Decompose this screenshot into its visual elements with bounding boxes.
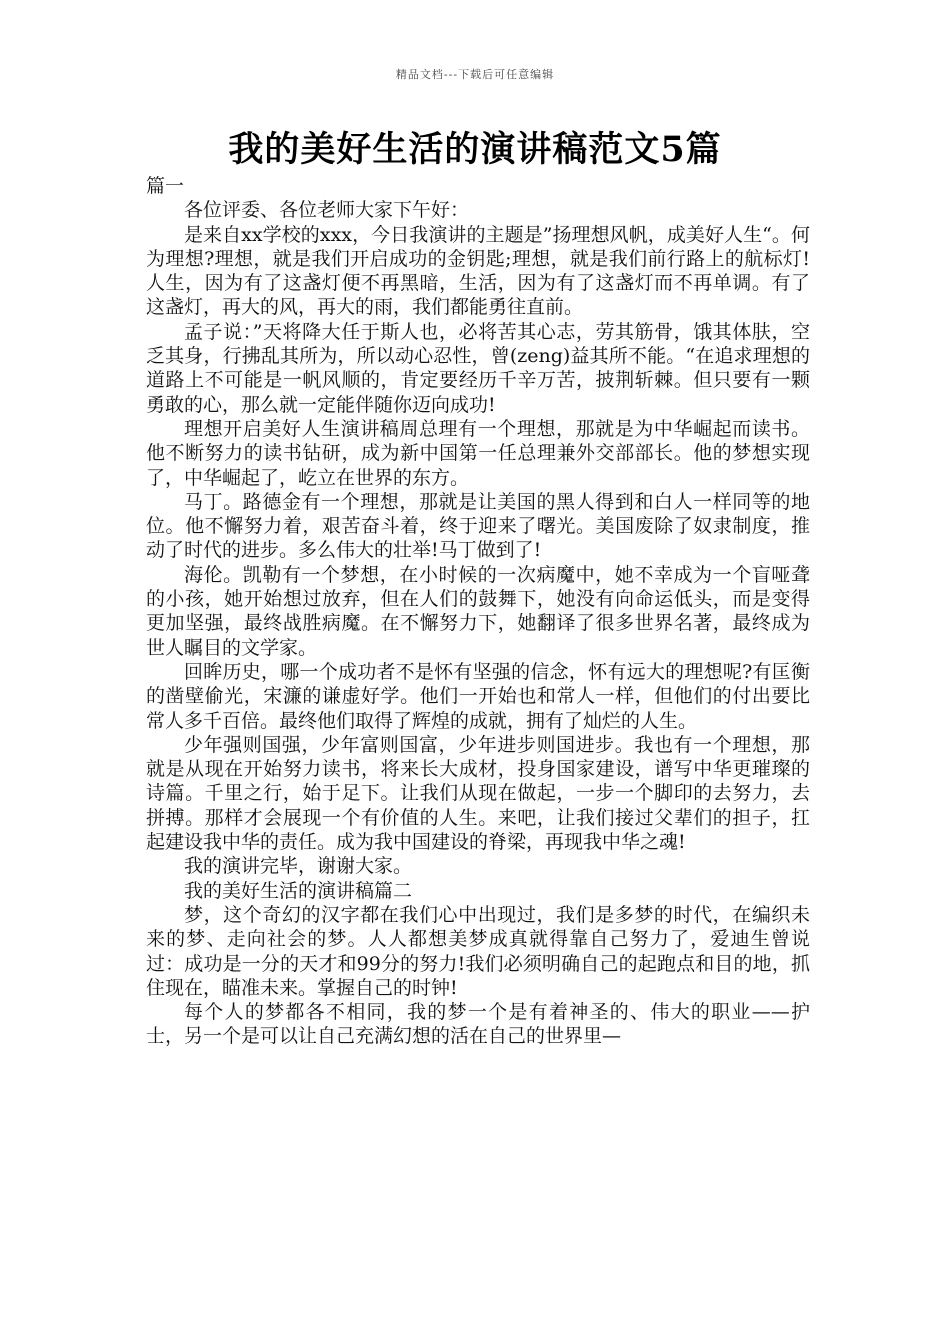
section-label: 篇一 [146,175,185,197]
paragraph-martin-luther-king: 马丁。路德金有一个理想，那就是让美国的黑人得到和白人一样同等的地位。他不懈努力着，艰苦奋斗着，终于迎来了曙光。美国废除了奴隶制度，推动了时代的进步。多么伟大的壮举!马丁做到了! [146,490,810,562]
paragraph-greeting: 各位评委、各位老师大家下午好： [184,199,470,222]
document-title: 我的美好生活的演讲稿范文5篇 [228,129,722,170]
paragraph-zhou-premier: 理想开启美好人生演讲稿周总理有一个理想，那就是为中华崛起而读书。他不断努力的读书钻研，成为新中国第一任总理兼外交部部长。他的梦想实现了，中华崛起了，屹立在世界的东方。 [146,417,810,489]
page-header: 精品文档---下载后可任意编辑 [395,68,555,81]
document-body [146,174,810,1049]
section-two-heading: 我的美好生活的演讲稿篇二 [184,879,413,902]
paragraph-youth: 少年强则国强，少年富则国富，少年进步则国进步。我也有一个理想，那就是从现在开始努力读书，将来长大成材，投身国家建设，谱写中华更璀璨的诗篇。千里之行，始于足下。让我们从现在做起，一步一个脚印的去努力，去拼搏。那样才会展现一个有价值的人生。来吧，让我们接过父辈们的担子，扛起建设我中华的责任。成为我中国建设的脊梁，再现我中华之魂! [146,733,810,854]
paragraph-history: 回眸历史，哪一个成功者不是怀有坚强的信念，怀有远大的理想呢?有匡衡的凿壁偷光，宋濂的谦虚好学。他们一开始也和常人一样，但他们的付出要比常人多千百倍。最终他们取得了辉煌的成就，拥有了灿烂的人生。 [146,660,810,732]
paragraph-dream: 梦，这个奇幻的汉字都在我们心中出现过，我们是多梦的时代，在编织未来的梦、走向社会的梦。人人都想美梦成真就得靠自己努力了，爱迪生曾说过：成功是一分的天才和99分的努力!我们必须明确自己的起跑点和目的地，抓住现在，瞄准未来。掌握自己的时钟! [146,903,810,999]
paragraph-closing: 我的演讲完毕，谢谢大家。 [184,855,413,878]
paragraph-intro: 是来自xx学校的xxx，今日我演讲的主题是”扬理想风帆，成美好人生“。何为理想?理想，就是我们开启成功的金钥匙;理想，就是我们前行路上的航标灯!人生，因为有了这盏灯便不再黑暗，生活，因为有了这盏灯而不再单调。有了这盏灯，再大的风，再大的雨，我们都能勇往直前。 [146,223,810,319]
paragraph-helen-keller: 海伦。凯勒有一个梦想，在小时候的一次病魔中，她不幸成为一个盲哑聋的小孩，她开始想过放弃，但在人们的鼓舞下，她没有向命运低头，而是变得更加坚强，最终战胜病魔。在不懈努力下，她翻译了很多世界名著，最终成为世人瞩目的文学家。 [146,563,810,659]
paragraph-my-dream: 每个人的梦都各不相同，我的梦一个是有着神圣的、伟大的职业——护士，另一个是可以让自己充满幻想的活在自己的世界里— [146,1001,810,1048]
paragraph-mencius: 孟子说：”天将降大任于斯人也，必将苦其心志，劳其筋骨，饿其体肤，空乏其身，行拂乱其所为，所以动心忍性，曾(zeng)益其所不能。“在追求理想的道路上不可能是一帆风顺的，肯定要经历千辛万苦，披荆斩棘。但只要有一颗勇敢的心，那么就一定能伴随你迈向成功! [146,320,810,416]
